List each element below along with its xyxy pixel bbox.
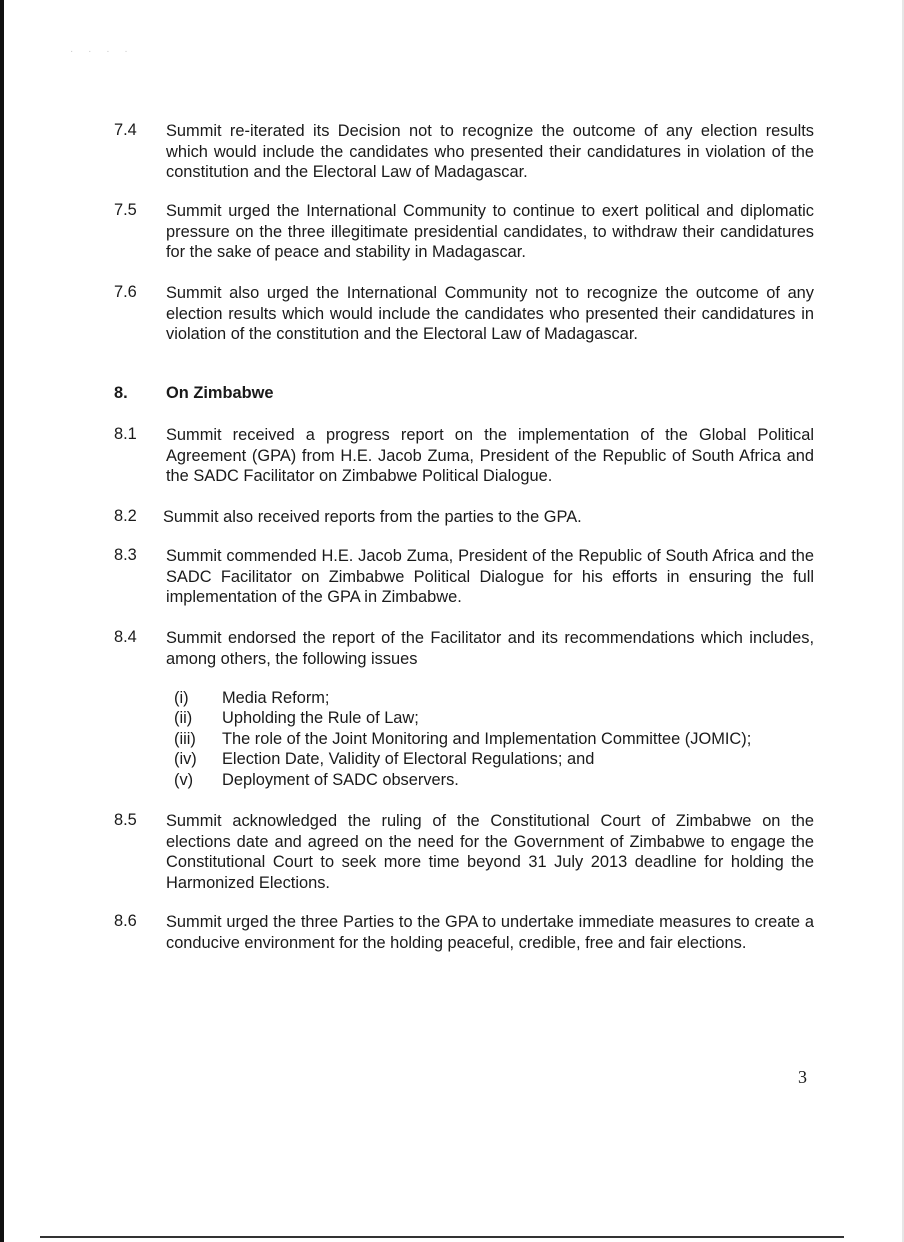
paragraph-7-6 [114,283,814,345]
list-text: Election Date, Validity of Electoral Regulations; and [222,750,595,769]
paragraph-text: Summit acknowledged the ruling of the Constitutional Court of Zimbabwe on the elections date and agreed on the need for the Government of Zimbabwe to engage the Constitutional Court to seek more time beyond 31 July 2013 deadline for holding the Harmonized Elections. [166,812,814,892]
list-text: Deployment of SADC observers. [222,770,459,789]
list-marker: (iii) [174,729,196,748]
paragraph-8-3 [114,546,814,608]
paragraph-text: Summit urged the International Community to continue to exert political and diplomatic pressure on the three illegitimate presidential candidates, to withdraw their candidatures for the sake of peace and stability in Madagascar. [166,202,814,261]
paragraph-8-1 [114,425,814,487]
scan-specks: · · · · [70,46,134,57]
page-number: 3 [798,1067,807,1087]
scan-edge-left [0,0,4,1242]
paragraph-number: 8.3 [114,546,137,564]
paragraph-number: 7.6 [114,283,137,301]
paragraph-text: Summit re-iterated its Decision not to recognize the outcome of any election results which would include the candidates who presented their candidatures in violation of the constitution and the Electoral Law of Madagascar. [166,122,814,181]
heading-title: On Zimbabwe [166,384,274,402]
paragraph-number: 8.5 [114,811,137,829]
list-text: The role of the Joint Monitoring and Implementation Committee (JOMIC); [222,729,752,748]
heading-number: 8. [114,384,128,402]
list-marker: (v) [174,770,194,789]
paragraph-number: 8.6 [114,912,137,930]
paragraph-text: Summit commended H.E. Jacob Zuma, President of the Republic of South Africa and the SADC Facilitator on Zimbabwe Political Dialogue for his efforts in ensuring the full implementation of the GPA in Zimbabwe. [166,547,814,606]
paragraph-number: 7.4 [114,121,137,139]
scan-bottom-line [40,1236,844,1238]
paragraph-text: Summit received a progress report on the implementation of the Global Political Agreement (GPA) from H.E. Jacob Zuma, President of the Republic of South Africa and the SADC Facilitator on Zimbabwe Political Dialogue. [166,426,814,485]
paragraph-number: 7.5 [114,201,137,219]
list-marker: (ii) [174,709,193,728]
paragraph-7-4 [114,121,814,183]
paragraph-number: 8.4 [114,628,137,646]
list-marker: (i) [174,689,189,707]
paragraph-text: Summit endorsed the report of the Facilitator and its recommendations which includes, among others, the following issues [166,629,814,668]
paragraph-7-5 [114,201,814,263]
list-text: Media Reform; [222,689,330,707]
list-text: Upholding the Rule of Law; [222,709,419,728]
paragraph-8-5 [114,811,814,893]
list-marker: (iv) [174,750,197,769]
paragraph-8-6 [114,912,814,953]
paragraph-number: 8.1 [114,425,137,443]
paragraph-8-4 [114,628,814,669]
paragraph-8-2 [114,507,814,528]
paragraph-text: Summit also urged the International Community not to recognize the outcome of any election results which would include the candidates who presented their candidatures in violation of the constitution and the Electoral Law of Madagascar. [166,284,814,343]
paragraph-text: Summit also received reports from the parties to the GPA. [163,508,582,526]
paragraph-text: Summit urged the three Parties to the GPA to undertake immediate measures to create a conducive environment for the holding peaceful, credible, free and fair elections. [166,913,814,952]
paragraph-number: 8.2 [114,507,137,525]
